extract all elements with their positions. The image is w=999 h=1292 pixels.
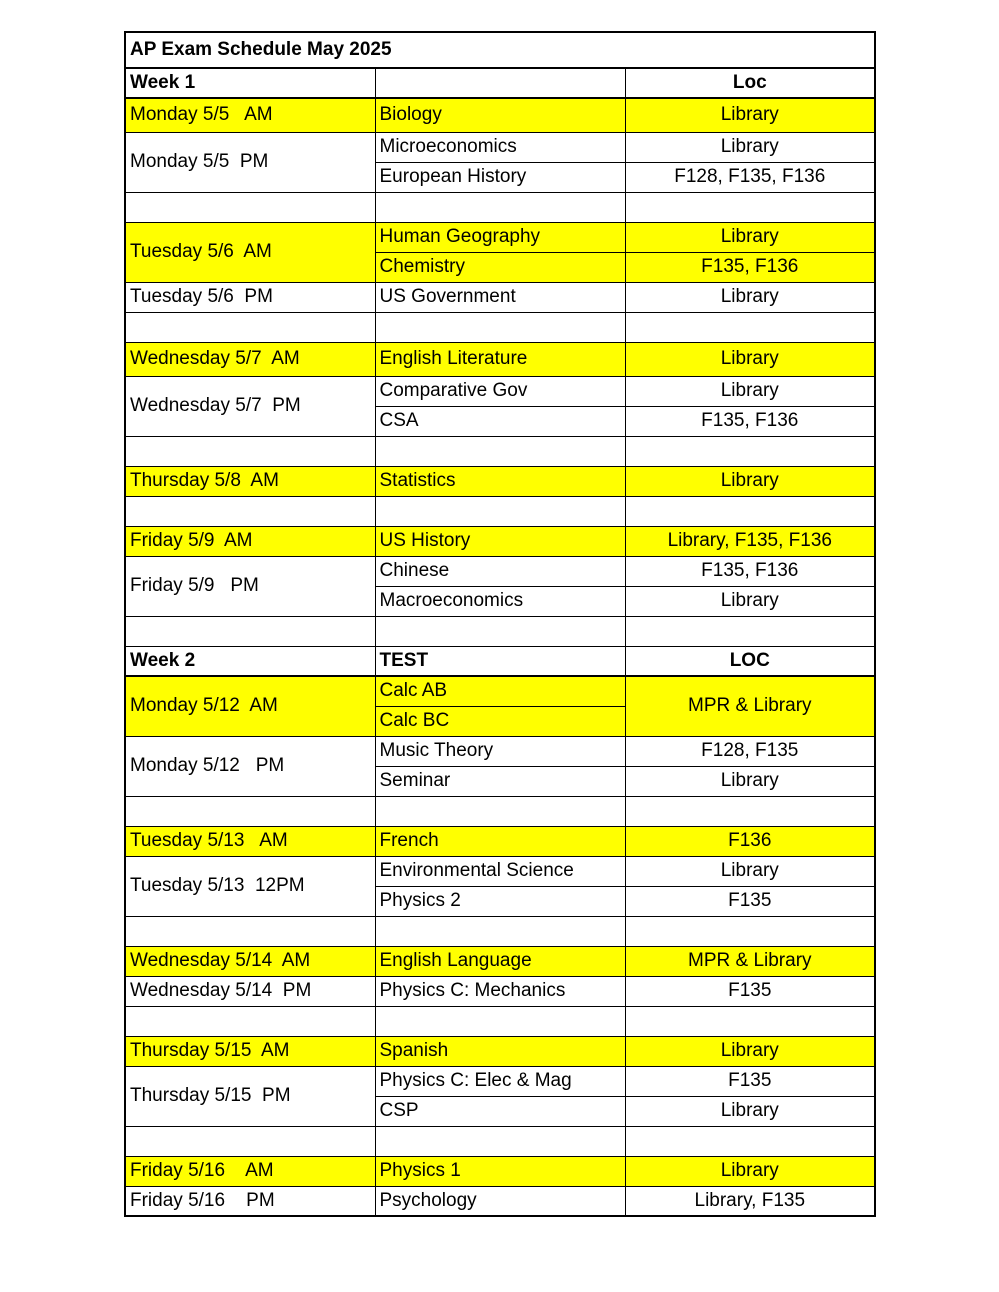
- test-cell: English Language: [375, 946, 625, 976]
- day-cell: Thursday 5/15 AM: [125, 1036, 375, 1066]
- spacer-row: [125, 616, 875, 646]
- table-row: [125, 1156, 875, 1186]
- loc-cell: F135, F136: [625, 556, 875, 586]
- loc-cell: MPR & Library: [625, 946, 875, 976]
- loc-cell: Library: [625, 376, 875, 406]
- test-cell: Spanish: [375, 1036, 625, 1066]
- table-row: [125, 1036, 875, 1066]
- loc-cell: Library: [625, 282, 875, 312]
- loc-cell: Library: [625, 132, 875, 162]
- table-row: [125, 556, 875, 586]
- title-row: [125, 32, 875, 68]
- test-cell: US History: [375, 526, 625, 556]
- table-row: [125, 342, 875, 376]
- loc-cell: Library: [625, 222, 875, 252]
- loc-cell: F135: [625, 976, 875, 1006]
- week1-header-row: [125, 68, 875, 98]
- day-cell: Wednesday 5/14 AM: [125, 946, 375, 976]
- test-cell: Physics 1: [375, 1156, 625, 1186]
- spacer-row: [125, 796, 875, 826]
- test-cell: Statistics: [375, 466, 625, 496]
- test-cell: Chemistry: [375, 252, 625, 282]
- test-cell: Macroeconomics: [375, 586, 625, 616]
- day-cell: Thursday 5/8 AM: [125, 466, 375, 496]
- day-cell: Tuesday 5/6 AM: [125, 222, 375, 282]
- day-cell: Tuesday 5/6 PM: [125, 282, 375, 312]
- exam-schedule-table: [124, 31, 876, 1217]
- table-row: [125, 526, 875, 556]
- test-cell: English Literature: [375, 342, 625, 376]
- day-cell: Tuesday 5/13 12PM: [125, 856, 375, 916]
- table-row: [125, 826, 875, 856]
- test-cell: Human Geography: [375, 222, 625, 252]
- test-cell: Physics C: Elec & Mag: [375, 1066, 625, 1096]
- test-cell: Biology: [375, 98, 625, 132]
- test-cell: Psychology: [375, 1186, 625, 1216]
- table-row: [125, 282, 875, 312]
- loc-cell: MPR & Library: [625, 676, 875, 736]
- loc-cell: Library: [625, 856, 875, 886]
- loc-cell: Library: [625, 1036, 875, 1066]
- spacer-row: [125, 1006, 875, 1036]
- test-cell: Calc BC: [375, 706, 625, 736]
- week1-col2-header: [375, 68, 625, 98]
- day-cell: Monday 5/5 PM: [125, 132, 375, 192]
- test-cell: Environmental Science: [375, 856, 625, 886]
- loc-cell: Library: [625, 766, 875, 796]
- spacer-row: [125, 1126, 875, 1156]
- day-cell: Friday 5/9 PM: [125, 556, 375, 616]
- loc-cell: F135, F136: [625, 406, 875, 436]
- loc-cell: F136: [625, 826, 875, 856]
- day-cell: Wednesday 5/7 PM: [125, 376, 375, 436]
- day-cell: Monday 5/12 AM: [125, 676, 375, 736]
- test-cell: French: [375, 826, 625, 856]
- loc-cell: Library: [625, 1096, 875, 1126]
- loc-cell: Library: [625, 466, 875, 496]
- table-row: [125, 1186, 875, 1216]
- day-cell: Friday 5/16 PM: [125, 1186, 375, 1216]
- table-row: [125, 376, 875, 406]
- day-cell: Wednesday 5/7 AM: [125, 342, 375, 376]
- loc-cell: F135, F136: [625, 252, 875, 282]
- week1-loc-header: Loc: [625, 68, 875, 98]
- day-cell: Monday 5/12 PM: [125, 736, 375, 796]
- test-cell: Seminar: [375, 766, 625, 796]
- week1-label: Week 1: [125, 68, 375, 98]
- table-row: [125, 222, 875, 252]
- loc-cell: Library: [625, 342, 875, 376]
- test-cell: Microeconomics: [375, 132, 625, 162]
- loc-cell: F128, F135, F136: [625, 162, 875, 192]
- test-cell: European History: [375, 162, 625, 192]
- test-cell: US Government: [375, 282, 625, 312]
- spacer-row: [125, 312, 875, 342]
- spacer-row: [125, 496, 875, 526]
- test-cell: Music Theory: [375, 736, 625, 766]
- day-cell: Wednesday 5/14 PM: [125, 976, 375, 1006]
- loc-cell: Library: [625, 1156, 875, 1186]
- table-row: [125, 132, 875, 162]
- table-row: [125, 856, 875, 886]
- test-cell: Calc AB: [375, 676, 625, 706]
- loc-cell: Library: [625, 586, 875, 616]
- day-cell: Monday 5/5 AM: [125, 98, 375, 132]
- loc-cell: F135: [625, 886, 875, 916]
- day-cell: Thursday 5/15 PM: [125, 1066, 375, 1126]
- table-row: [125, 676, 875, 706]
- loc-cell: Library, F135: [625, 1186, 875, 1216]
- spacer-row: [125, 436, 875, 466]
- test-cell: CSP: [375, 1096, 625, 1126]
- loc-cell: Library, F135, F136: [625, 526, 875, 556]
- test-cell: Chinese: [375, 556, 625, 586]
- week2-label: Week 2: [125, 646, 375, 676]
- day-cell: Tuesday 5/13 AM: [125, 826, 375, 856]
- loc-cell: F135: [625, 1066, 875, 1096]
- schedule-title: AP Exam Schedule May 2025: [125, 32, 875, 68]
- day-cell: Friday 5/16 AM: [125, 1156, 375, 1186]
- table-row: [125, 98, 875, 132]
- test-cell: Comparative Gov: [375, 376, 625, 406]
- week2-test-header: TEST: [375, 646, 625, 676]
- table-row: [125, 946, 875, 976]
- test-cell: Physics 2: [375, 886, 625, 916]
- table-row: [125, 1066, 875, 1096]
- loc-cell: Library: [625, 98, 875, 132]
- loc-cell: F128, F135: [625, 736, 875, 766]
- table-row: [125, 976, 875, 1006]
- week2-loc-header: LOC: [625, 646, 875, 676]
- table-row: [125, 466, 875, 496]
- week2-header-row: [125, 646, 875, 676]
- spacer-row: [125, 916, 875, 946]
- table-row: [125, 736, 875, 766]
- spacer-row: [125, 192, 875, 222]
- day-cell: Friday 5/9 AM: [125, 526, 375, 556]
- test-cell: Physics C: Mechanics: [375, 976, 625, 1006]
- test-cell: CSA: [375, 406, 625, 436]
